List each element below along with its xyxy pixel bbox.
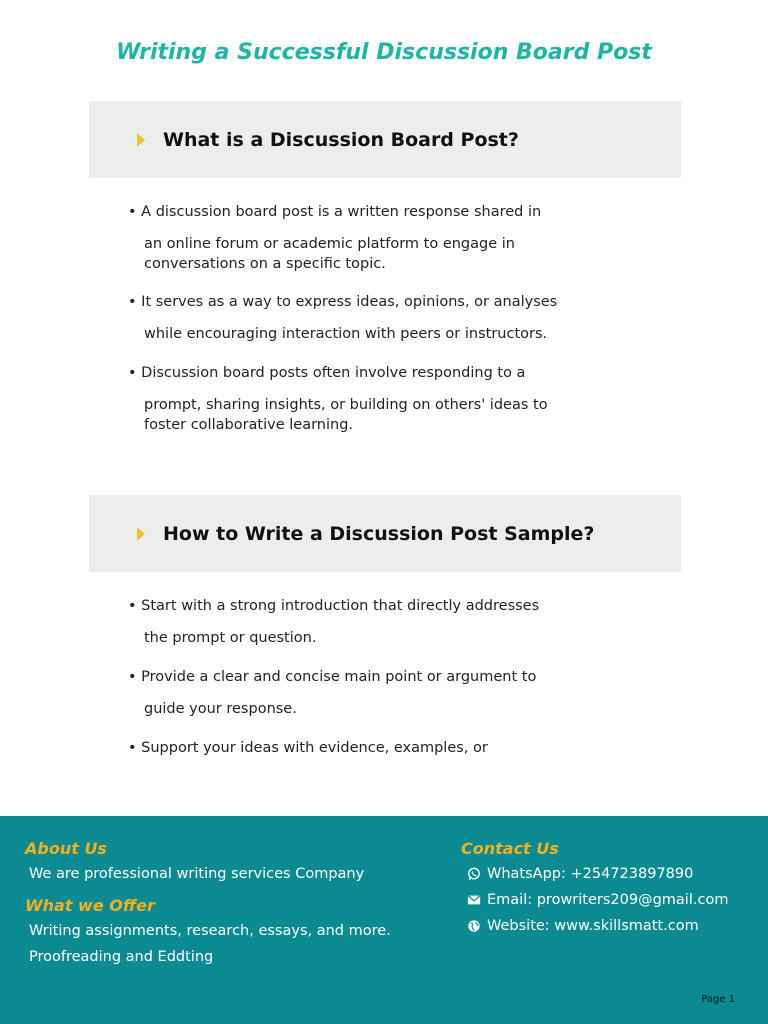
email-text[interactable]: Email: prowriters209@gmail.com: [487, 892, 729, 908]
section-header-how-to: [89, 495, 681, 572]
bullet-item: • Start with a strong introduction that directly addresses the prompt or question.: [128, 598, 540, 646]
about-text: We are professional writing services Company: [29, 866, 365, 882]
globe-icon: [467, 919, 481, 933]
bullet-item: • Discussion board posts often involve responding to a prompt, sharing insights, or building on others' ideas to foster collaborative learning.: [128, 365, 548, 433]
caret-right-icon: [137, 527, 145, 541]
about-title: About Us: [25, 839, 107, 858]
whatsapp-text[interactable]: WhatsApp: +254723897890: [487, 866, 694, 882]
contact-title: Contact Us: [461, 839, 559, 858]
caret-right-icon: [137, 133, 145, 147]
offer-title: What we Offer: [25, 896, 155, 915]
offer-line: Writing assignments, research, essays, and more.: [29, 923, 391, 939]
contact-whatsapp[interactable]: [467, 866, 693, 882]
bullet-item: • It serves as a way to express ideas, opinions, or analyses while encouraging interaction with peers or instructors.: [128, 294, 558, 342]
bullet-item: • Support your ideas with evidence, examples, or: [128, 740, 488, 756]
offer-line: Proofreading and Eddting: [29, 949, 214, 965]
page-number: Page 1: [701, 994, 735, 1005]
whatsapp-icon: [467, 867, 481, 881]
section-heading: How to Write a Discussion Post Sample?: [163, 522, 595, 545]
section-heading: What is a Discussion Board Post?: [163, 128, 519, 151]
website-text[interactable]: Website: www.skillsmatt.com: [487, 918, 699, 934]
section-header-what-is: [89, 101, 681, 178]
contact-website[interactable]: [467, 918, 699, 934]
envelope-icon: [467, 893, 481, 907]
bullet-item: • Provide a clear and concise main point or argument to guide your response.: [128, 669, 537, 717]
footer: [0, 816, 768, 1024]
contact-email[interactable]: [467, 892, 728, 908]
bullet-item: • A discussion board post is a written response shared in an online forum or academic platform to engage in conversations on a specific topic.: [128, 204, 542, 272]
document-title: Writing a Successful Discussion Board Post: [116, 40, 652, 65]
